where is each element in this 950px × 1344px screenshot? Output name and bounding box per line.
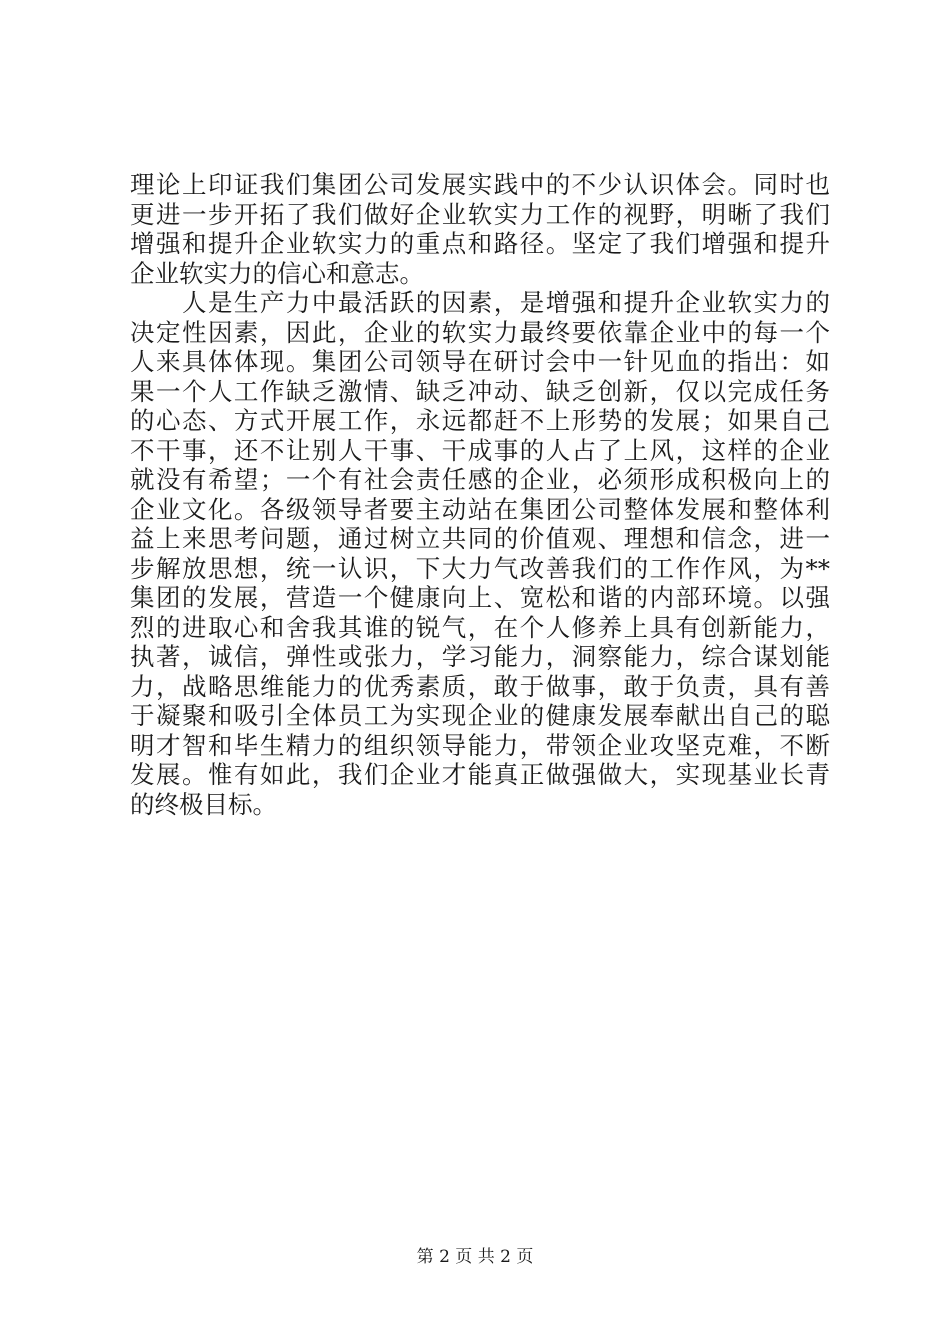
text-line: 集团的发展，营造一个健康向上、宽松和谐的内部环境。以强 (130, 583, 830, 612)
text-line: 理论上印证我们集团公司发展实践中的不少认识体会。同时也 (130, 170, 830, 199)
text-line: 人是生产力中最活跃的因素，是增强和提升企业软实力的 (130, 288, 830, 317)
text-line: 执著，诚信，弹性或张力，学习能力，洞察能力，综合谋划能 (130, 642, 830, 671)
text-line: 发展。惟有如此，我们企业才能真正做强做大，实现基业长青 (130, 760, 830, 789)
text-line: 果一个人工作缺乏激情、缺乏冲动、缺乏创新，仅以完成任务 (130, 376, 830, 406)
text-line: 不干事，还不让别人干事、干成事的人占了上风，这样的企业 (130, 435, 830, 465)
page-number-footer: 第 2 页 共 2 页 (416, 1247, 534, 1267)
text-line: 决定性因素，因此，企业的软实力最终要依靠企业中的每一个 (130, 317, 830, 347)
text-line: 的心态、方式开展工作，永远都赶不上形势的发展；如果自己 (130, 406, 830, 435)
text-line: 力，战略思维能力的优秀素质，敢于做事，敢于负责，具有善 (130, 671, 830, 701)
text-line: 的终极目标。 (130, 789, 277, 819)
text-line: 更进一步开拓了我们做好企业软实力工作的视野，明晰了我们 (130, 199, 830, 229)
text-line: 就没有希望；一个有社会责任感的企业，必须形成积极向上的 (130, 465, 830, 494)
text-line: 人来具体体现。集团公司领导在研讨会中一针见血的指出：如 (130, 347, 830, 376)
text-line: 烈的进取心和舍我其谁的锐气，在个人修养上具有创新能力， (130, 612, 830, 642)
text-line: 益上来思考问题，通过树立共同的价值观、理想和信念，进一 (130, 524, 830, 553)
text-line: 于凝聚和吸引全体员工为实现企业的健康发展奉献出自己的聪 (130, 701, 830, 730)
text-line: 增强和提升企业软实力的重点和路径。坚定了我们增强和提升 (130, 229, 830, 258)
text-line: 企业软实力的信心和意志。 (130, 258, 424, 288)
text-line: 企业文化。各级领导者要主动站在集团公司整体发展和整体利 (130, 494, 830, 524)
body-text (130, 170, 830, 819)
text-line: 明才智和毕生精力的组织领导能力，带领企业攻坚克难，不断 (130, 730, 830, 760)
text-line: 步解放思想，统一认识，下大力气改善我们的工作作风，为** (130, 553, 830, 583)
